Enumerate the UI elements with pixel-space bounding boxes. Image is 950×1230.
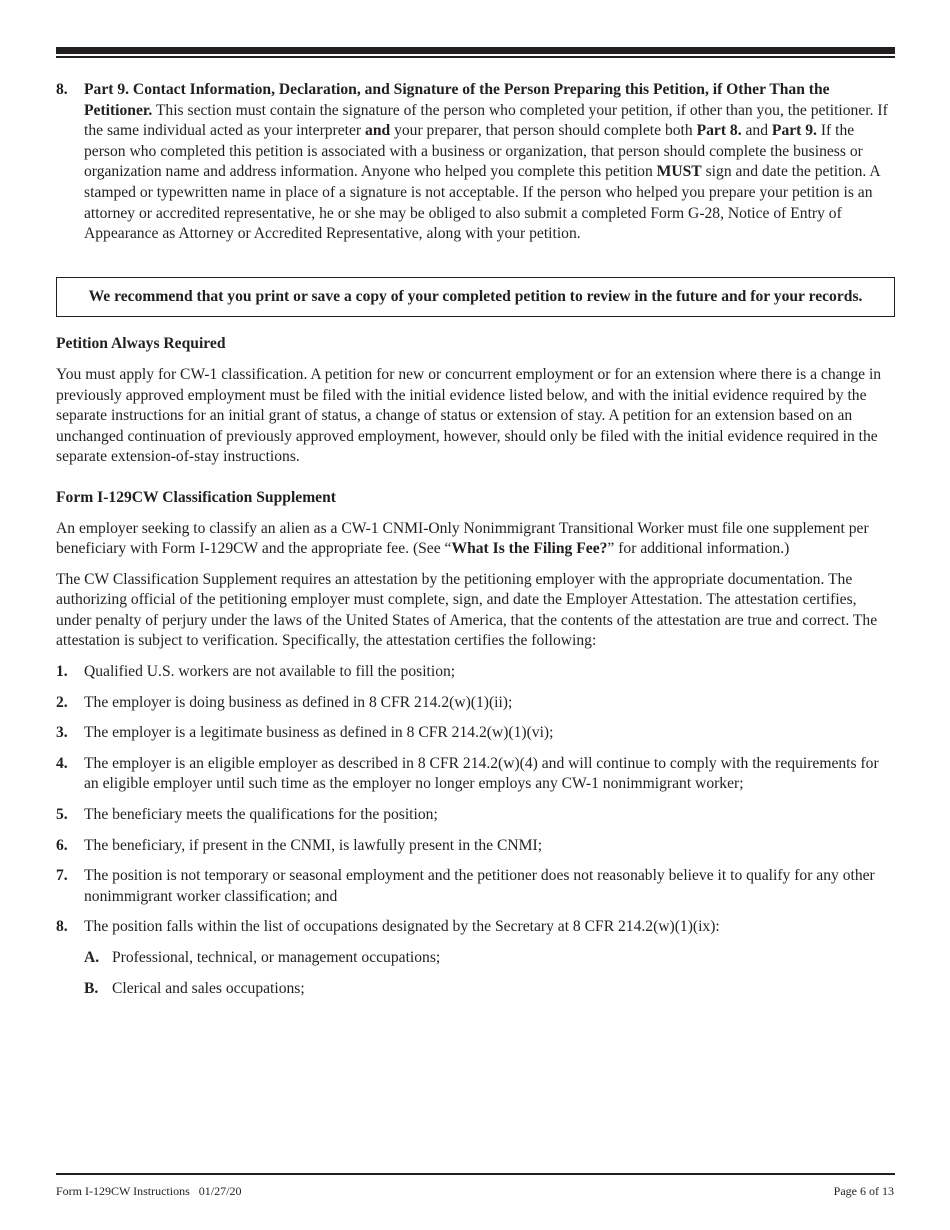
part9-item: [56, 80, 895, 245]
item-number: 6.: [56, 836, 68, 854]
part9-heading: Part 9. Contact Information, Declaration, and Signature of the Person Preparing this Petition, if Other Than the Petitioner.: [84, 81, 830, 119]
supplement-paragraph-1: [56, 519, 895, 560]
sub-item-letter: B.: [84, 979, 99, 997]
list-item: [56, 917, 895, 938]
item-number: 4.: [56, 754, 68, 772]
item-text: The position falls within the list of occupations designated by the Secretary at 8 CFR 214.2(w)(1)(ix):: [84, 918, 720, 936]
header-rule-thick: [56, 47, 895, 54]
list-item: [56, 693, 895, 714]
list-item: [56, 754, 895, 795]
sub-list-item: [56, 948, 895, 969]
item-text: The position is not temporary or seasonal employment and the petitioner does not reasonably believe it to qualify for any other nonimmigrant worker classification; and: [84, 867, 875, 905]
footer-page-number: Page 6 of 13: [833, 1184, 894, 1198]
item-number: 8.: [56, 81, 68, 98]
footer-rule: [56, 1173, 895, 1175]
item-number: 5.: [56, 806, 68, 824]
list-item: [56, 836, 895, 857]
text-run: This section must contain the signature of the person who completed your petition, if other than you, the petitioner. If the same individual acted as your interpreter: [84, 101, 888, 140]
section-heading-supplement: Form I-129CW Classification Supplement: [56, 488, 336, 506]
item-number: 7.: [56, 867, 68, 885]
text-run: sign and date the petition. A stamped or typewritten name in place of a signature is not acceptable. If the person who helped you prepare your petition is an attorney or accredited representative, he or she may be obliged to also submit a completed Form G-28, Notice of Entry of Appearance as Attorney or Accredited Representative, along with your petition.: [84, 163, 880, 243]
petition-always-body: You must apply for CW-1 classification. A petition for new or concurrent employment or for an extension where there is a change in previously approved employment must be filed with the initial evidence listed below, and with the initial evidence required by the separate instructions for an initial grant of status, a change of status or extension of stay. A petition for an extension based on an unchanged continuation of previously approved employment, however, should only be filed with the initial evidence required in the separate extension-of-stay instructions.: [56, 365, 882, 466]
list-item: [56, 866, 895, 907]
sub-item-text: Clerical and sales occupations;: [112, 979, 305, 997]
sub-list-item: [56, 979, 895, 1000]
sub-item-letter: A.: [84, 949, 100, 966]
text-run: If the person who completed this petition is associated with a business or organization, that person should complete the business or organization name and address information. Anyone who helped you complete this petition: [84, 122, 863, 181]
text-run: your preparer, that person should complete both: [390, 122, 697, 140]
bold-run: Part 8.: [696, 122, 742, 140]
item-text: Qualified U.S. workers are not available to fill the position;: [84, 663, 456, 681]
item-number: 2.: [56, 693, 68, 711]
recommend-box: We recommend that you print or save a copy of your completed petition to review in the future and for your records.: [56, 277, 895, 318]
bold-run: and: [365, 122, 391, 140]
list-item: [56, 723, 895, 744]
item-text: The beneficiary, if present in the CNMI, is lawfully present in the CNMI;: [84, 836, 543, 854]
item-text: The employer is a legitimate business as defined in 8 CFR 214.2(w)(1)(vi);: [84, 724, 554, 742]
bold-run: MUST: [656, 163, 702, 181]
filing-fee-reference: What Is the Filing Fee?: [451, 540, 608, 558]
item-text: The employer is an eligible employer as described in 8 CFR 214.2(w)(4) and will continue to comply with the requirements for an eligible employer until such time as the employer no longer employs any CW-1 nonimmigrant worker;: [84, 754, 879, 793]
text-run: and: [741, 122, 772, 140]
item-number: 8.: [56, 918, 68, 936]
item-text: The employer is doing business as defined in 8 CFR 214.2(w)(1)(ii);: [84, 693, 513, 711]
page-content: [56, 80, 895, 1009]
supplement-paragraph-2: The CW Classification Supplement requires an attestation by the petitioning employer with the appropriate documentation. The authorizing official of the petitioning employer must complete, sign, and date the Employer Attestation. The attestation certifies, under penalty of perjury under the laws of the United States of America, that the contents of the attestation are true and correct. The attestation is subject to verification. Specifically, the attestation certifies the following:: [56, 570, 878, 650]
bold-run: Part 9.: [771, 122, 817, 140]
list-item: [56, 805, 895, 826]
text-run: An employer seeking to classify an alien as a CW-1 CNMI-Only Nonimmigrant Transitional Worker must file one supplement per beneficiary with Form I-129CW and the appropriate fee. (See “: [56, 519, 869, 558]
item-number: 1.: [56, 663, 68, 681]
item-number: 3.: [56, 724, 68, 742]
item-text: The beneficiary meets the qualifications for the position;: [84, 806, 438, 824]
header-rule-thin: [56, 56, 895, 58]
text-run: ” for additional information.): [607, 540, 790, 558]
list-item: [56, 662, 895, 683]
sub-item-text: Professional, technical, or management occupations;: [112, 949, 441, 966]
section-heading-petition-always: Petition Always Required: [56, 335, 226, 353]
footer-form-id: Form I-129CW Instructions 01/27/20: [56, 1184, 242, 1198]
